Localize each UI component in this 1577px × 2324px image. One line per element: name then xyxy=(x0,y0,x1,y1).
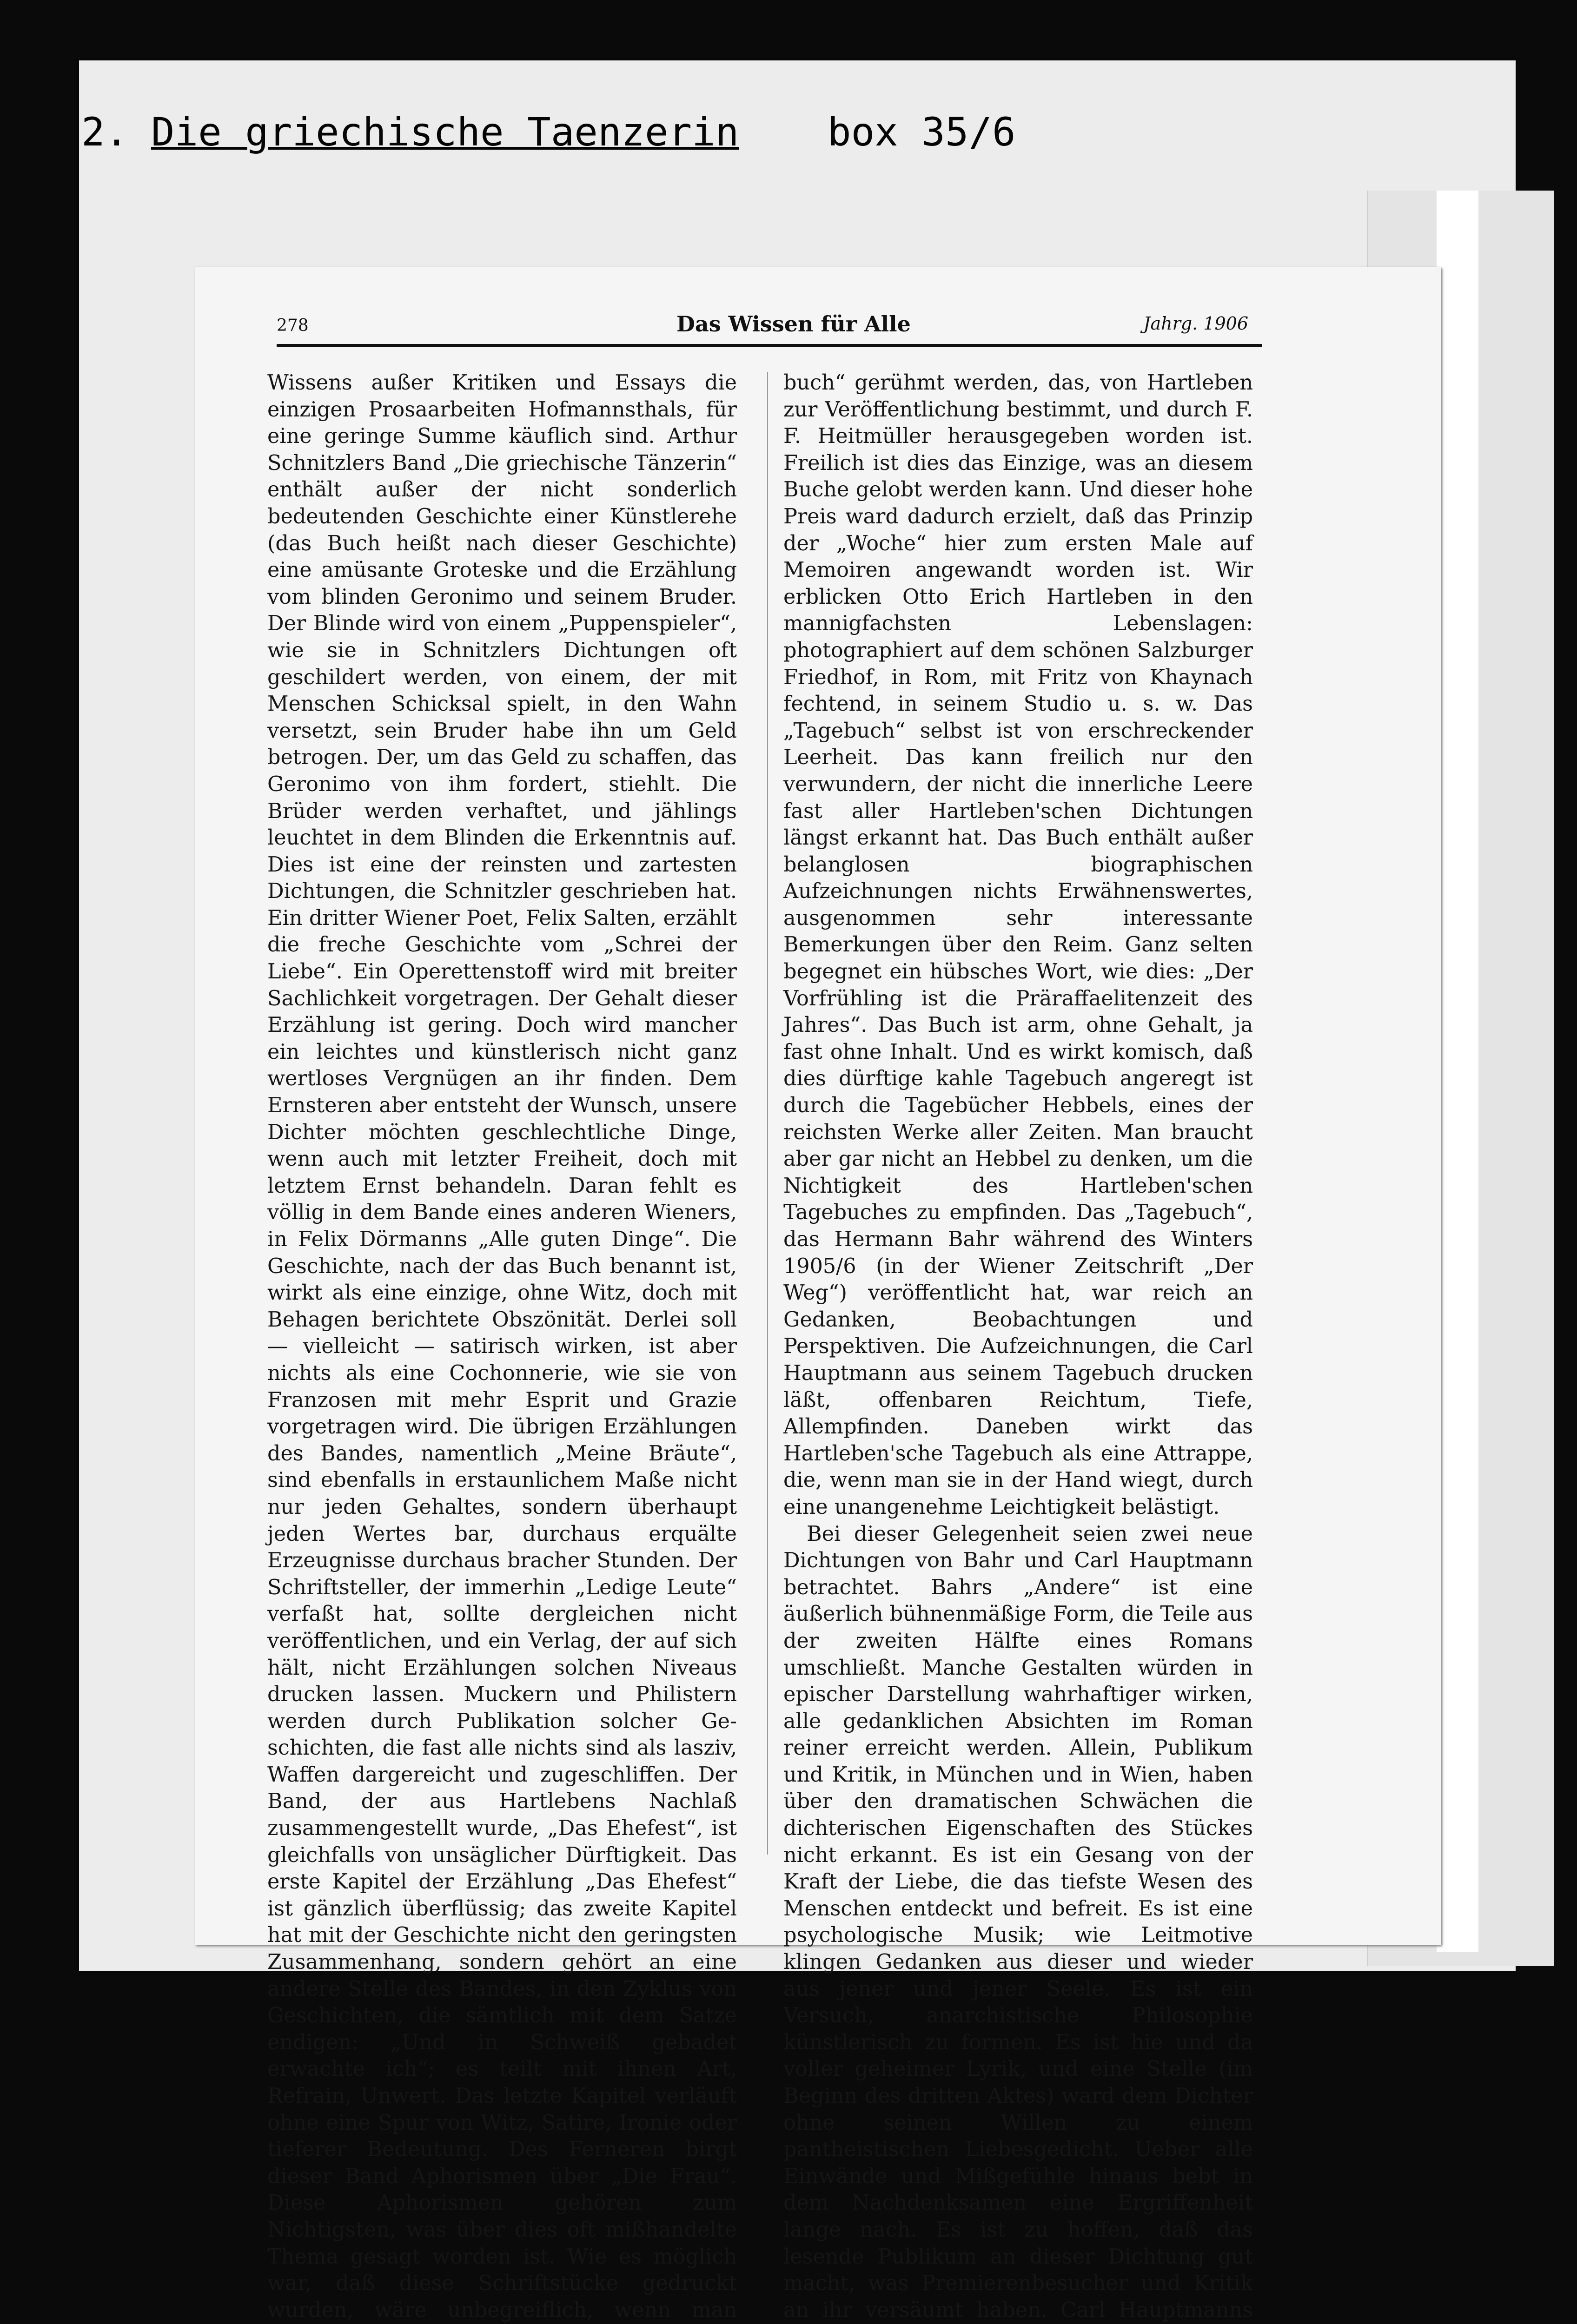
page-header xyxy=(277,311,1262,347)
label-box-number: box 35/6 xyxy=(828,109,1016,155)
column-divider xyxy=(767,372,768,1855)
page-number: 278 xyxy=(277,316,309,335)
right-column-paragraph-1: buch“ gerühmt werden, das, von Hartleben zur Veröffentlichung bestimmt, und durch F. F. Heitmüller herausgegeben worden ist. Freilich ist dies das Einzige, was an diesem Buche gelobt werden kann. Und dieser hohe Preis ward dadurch erzielt, daß das Prinzip der „Woche“ hier zum ersten Male auf Memoiren angewandt worden ist. Wir erblicken Otto Erich Hartleben in den mannigfachsten Lebenslagen: photographiert auf dem schönen Salzburger Friedhof, in Rom, mit Fritz von Khaynach fechtend, in seinem Studio u. s. w. Das „Tagebuch“ selbst ist von erschreckender Leerheit. Das kann freilich nur den verwundern, der nicht die innerliche Leere fast aller Hartleben'schen Dichtungen längst erkannt hat. Das Buch enthält außer belanglosen biographischen Aufzeichnungen nichts Erwähnenswertes, ausgenommen sehr interessante Bemerkungen über den Reim. Ganz selten begegnet ein hübsches Wort, wie dies: „Der Vorfrühling ist die Präraffaelitenzeit des Jahres“. Das Buch ist arm, ohne Gehalt, ja fast ohne Inhalt. Und es wirkt komisch, daß dies dürftige kahle Tagebuch angeregt ist durch die Tagebücher Hebbels, eines der reichsten Werke aller Zeiten. Man braucht aber gar nicht an Hebbel zu denken, um die Nichtigkeit des Hartleben'schen Tagebuches zu empfinden. Das „Tagebuch“, das Hermann Bahr während des Winters 1905/6 (in der Wiener Zeitschrift „Der Weg“) veröffentlicht hat, war reich an Gedanken, Beobachtungen und Perspektiven. Die Aufzeichnungen, die Carl Hauptmann aus seinem Tagebuch drucken läßt, offenbaren Reichtum, Tiefe, Allempfinden. Daneben wirkt das Hartleben'sche Tagebuch als eine Attrappe, die, wenn man sie in der Hand wiegt, durch eine unangenehme Leichtigkeit belästigt. xyxy=(783,371,1253,1519)
archive-label xyxy=(81,95,1039,165)
text-column-left xyxy=(267,370,737,2322)
text-column-right xyxy=(783,370,1253,2322)
publication-title: Das Wissen für Alle xyxy=(676,311,911,337)
left-column-text: Wissens außer Kritiken und Essays die einzigen Prosaarbeiten Hofmannsthals, für eine geringe Summe käuflich sind. Arthur Schnitzlers Band „Die griechische Tänzerin“ enthält außer der nicht sonderlich bedeutenden Geschichte einer Künstlerehe (das Buch heißt nach dieser Geschichte) eine amüsante Groteske und die Erzählung vom blinden Geronimo und seinem Bruder. Der Blinde wird von einem „Puppenspieler“, wie sie in Schnitzlers Dichtungen oft geschildert werden, von einem, der mit Menschen Schicksal spielt, in den Wahn versetzt, sein Bruder habe ihn um Geld betrogen. Der, um das Geld zu schaffen, das Geronimo von ihm fordert, stiehlt. Die Brüder werden verhaftet, und jählings leuchtet in dem Blinden die Erkenntnis auf. Dies ist eine der reinsten und zartesten Dichtungen, die Schnitzler geschrieben hat. Ein dritter Wiener Poet, Felix Salten, erzählt die freche Geschichte vom „Schrei der Liebe“. Ein Operettenstoff wird mit breiter Sachlichkeit vorgetragen. Der Gehalt dieser Erzählung ist gering. Doch wird mancher ein leichtes und künstlerisch nicht ganz wertloses Vergnügen an ihr finden. Dem Ernsteren aber entsteht der Wunsch, unsere Dichter möchten geschlechtliche Dinge, wenn auch mit letzter Freiheit, doch mit letztem Ernst behandeln. Daran fehlt es völlig in dem Bande eines anderen Wieners, in Felix Dörmanns „Alle guten Dinge“. Die Geschichte, nach der das Buch benannt ist, wirkt als eine einzige, ohne Witz, doch mit Behagen berichtete Obszönität. Derlei soll — vielleicht — satirisch wirken, ist aber nichts als eine Cochonnerie, wie sie von Franzosen mit mehr Esprit und Grazie vorgetragen wird. Die übrigen Erzählungen des Bandes, namentlich „Meine Bräute“, sind ebenfalls in erstaunlichem Maße nicht nur jeden Gehaltes, sondern überhaupt jeden Wertes bar, durchaus erquälte Erzeugnisse durchaus bracher Stunden. Der Schriftsteller, der immerhin „Ledige Leute“ verfaßt hat, sollte dergleichen nicht veröffentlichen, und ein Verlag, der auf sich hält, nicht Erzählungen solchen Niveaus drucken lassen. Muckern und Philistern werden durch Publikation solcher Geschichten, die fast alle nichts sind als lasziv, Waffen dargereicht und zugeschliffen. Der Band, der aus Hartlebens Nachlaß zusammengestellt wurde, „Das Ehefest“, ist gleichfalls von unsäglicher Dürftigkeit. Das erste Kapitel der Erzählung „Das Ehefest“ ist gänzlich überflüssig; das zweite Kapitel hat mit der Geschichte nicht den geringsten Zusammenhang, sondern gehört an eine andere Stelle des Bandes, in den Zyklus von Geschichten, die sämtlich mit dem Satze endigen: „Und in Schweiß gebadet erwachte ich“; es teilt mit ihnen Art, Refrain, Unwert. Das letzte Kapitel verläuft ohne eine Spur von Witz, Satire, Ironie oder tieferer Bedeutung. Des Ferneren birgt dieser Band Aphorismen über „Die Frau“. Diese Aphorismen gehören zum Nichtigsten, was über dies oft mißhandelte Thema gesagt worden ist. Wie es möglich war, daß diese Schriftstücke gedruckt wurden, wäre unbegreiflich, wenn man xyxy=(267,371,737,2322)
publication-year: Jahrg. 1906 xyxy=(1143,313,1248,334)
paper-edge xyxy=(1437,191,1478,1952)
right-column-paragraph-2: Bei dieser Gelegenheit seien zwei neue Dichtungen von Bahr und Carl Hauptmann betrachtet. Bahrs „Andere“ ist eine äußerlich bühnenmäßige Form, die Teile aus der zweiten Hälfte eines Romans umschließt. Manche Gestalten würden in epischer Darstellung wahrhaftiger wirken, alle gedanklichen Absichten im Roman reiner erreicht werden. Allein, Publikum und Kritik, in München und in Wien, haben über den dramatischen Schwächen die dichterischen Eigenschaften des Stückes nicht erkannt. Es ist ein Gesang von der Kraft der Liebe, die das tiefste Wesen des Menschen entdeckt und befreit. Es ist eine psychologische Musik; wie Leitmotive klingen Gedanken aus dieser und wieder aus jener und jener Seele. Es ist ein Versuch, anarchistische Philosophie künstlerisch zu formen. Es ist hie und da voller geheimer Lyrik, und eine Stelle (im Beginn des dritten Aktes) ward dem Dichter ohne seinen Willen zu einem pantheistischen Liebesgedicht. Ueber alle Einwände und Mißgefühle hinaus bebt in dem Nachdenksamen eine Ergriffenheit lange nach. Es ist zu hoffen, daß das lesende Publikum an dieser Dichtung gut macht, was Premierenbesucher und Kritik an ihr versäumt haben. Carl Hauptmanns xyxy=(783,1522,1253,2322)
label-number: 2. xyxy=(81,109,129,155)
label-title: Die griechische Taenzerin xyxy=(151,109,739,155)
